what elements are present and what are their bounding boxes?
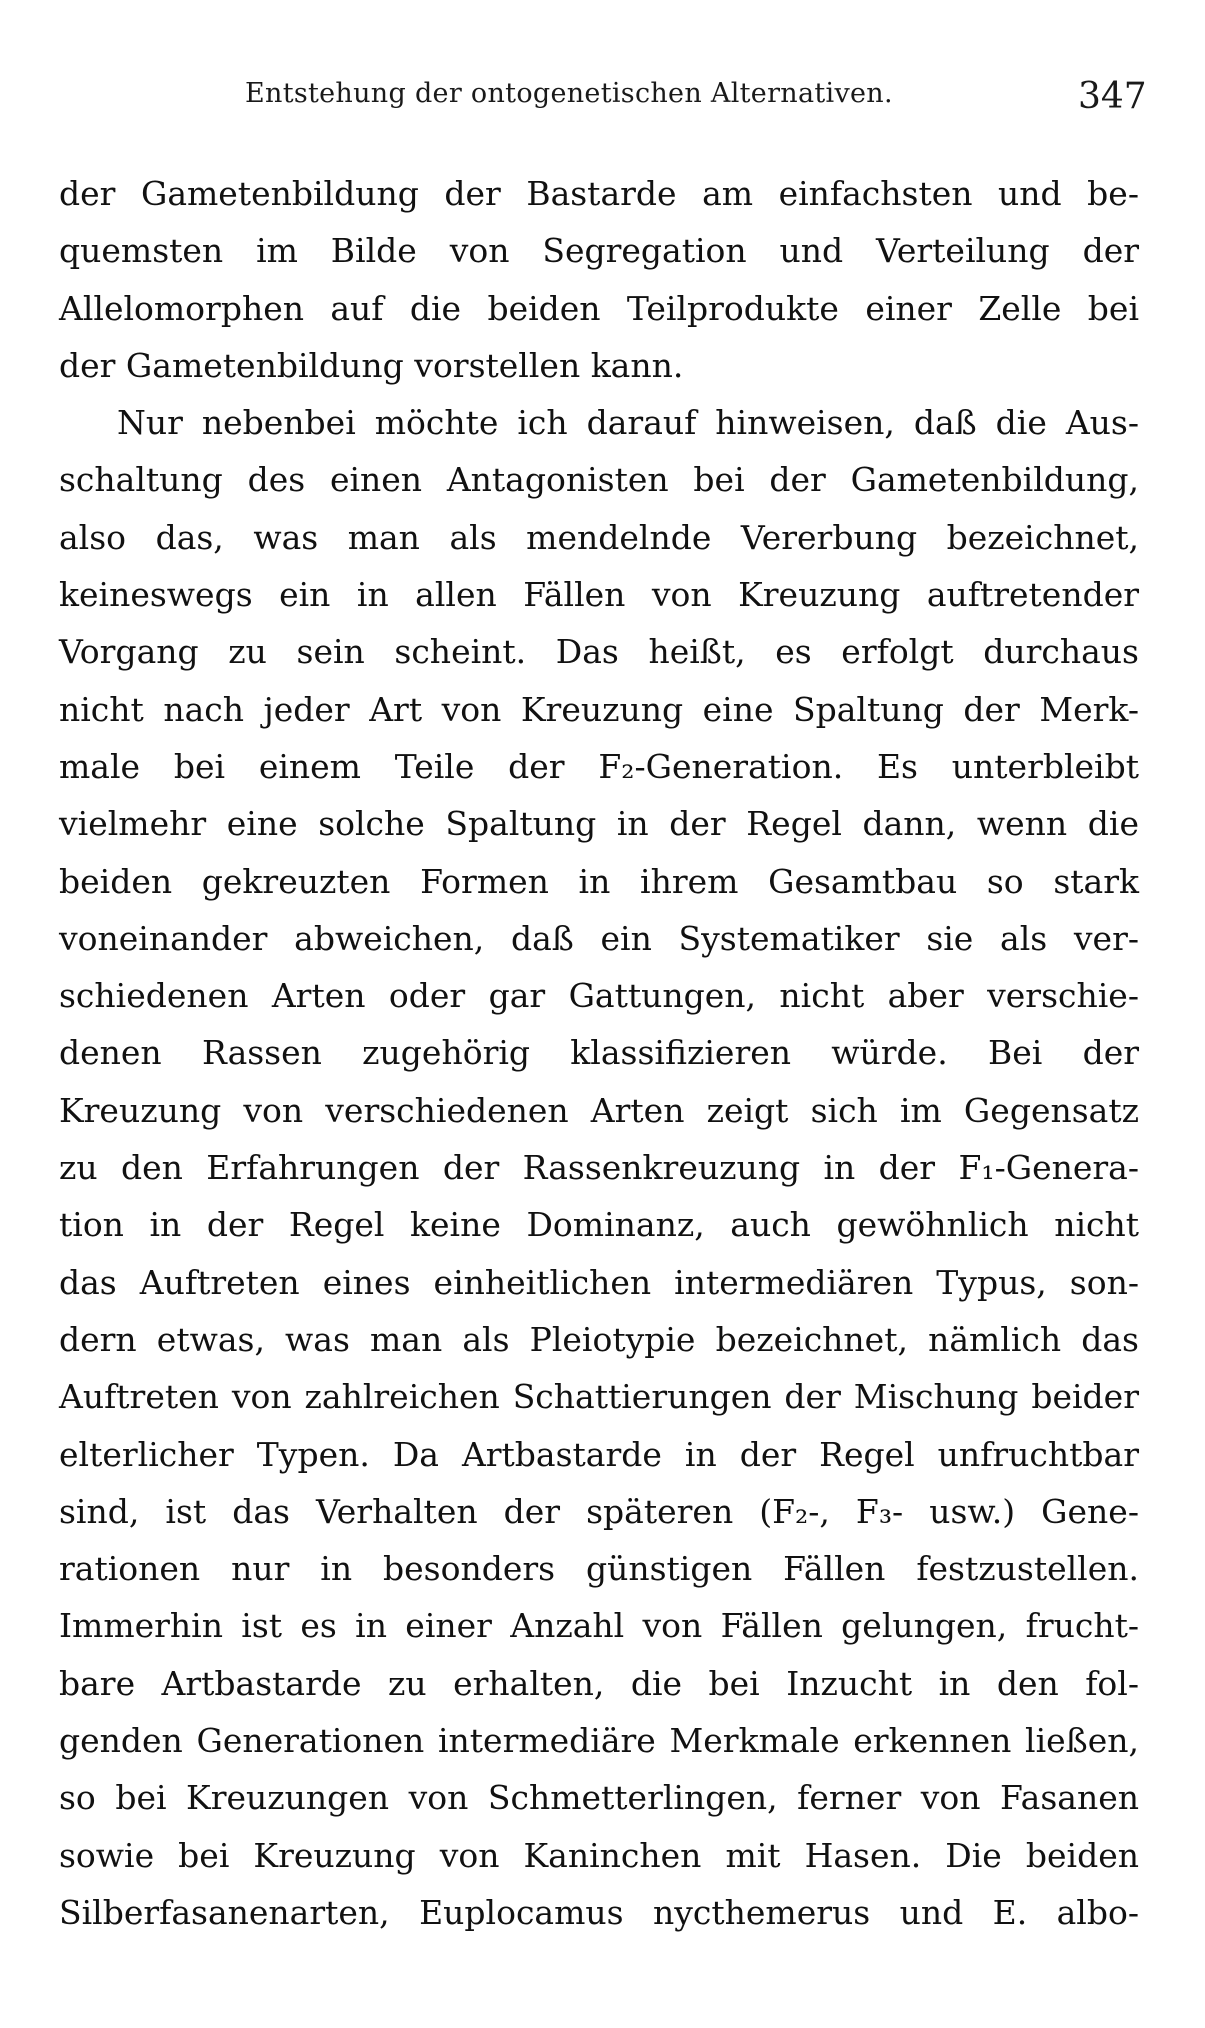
text-line: sind, ist das Verhalten der späteren (F₂-, F₃- usw.) Gene-	[59, 1491, 1139, 1531]
text-line: zu den Erfahrungen der Rassenkreuzung in der F₁-Genera-	[59, 1148, 1139, 1188]
text-line: beiden gekreuzten Formen in ihrem Gesamtbau so stark	[59, 861, 1139, 901]
text-line: Auftreten von zahlreichen Schattierungen der Mischung beider	[59, 1377, 1139, 1417]
text-line: dern etwas, was man als Pleiotypie bezeichnet, nämlich das	[59, 1319, 1139, 1359]
text-line: der Gametenbildung der Bastarde am einfachsten und be-	[59, 174, 1139, 213]
text-line: schaltung des einen Antagonisten bei der Gametenbildung,	[59, 460, 1139, 500]
text-line: male bei einem Teile der F₂-Generation. Es unterbleibt	[59, 746, 1139, 786]
text-line: schiedenen Arten oder gar Gattungen, nicht aber verschie-	[59, 976, 1139, 1016]
text-line: quemsten im Bilde von Segregation und Verteilung der	[59, 231, 1139, 271]
text-line: rationen nur in besonders günstigen Fällen festzustellen.	[59, 1549, 1139, 1589]
text-line: bare Artbastarde zu erhalten, die bei Inzucht in den fol-	[59, 1663, 1139, 1703]
text-line: Nur nebenbei möchte ich darauf hinweisen, daß die Aus-	[117, 403, 1139, 443]
text-line: Vorgang zu sein scheint. Das heißt, es erfolgt durchaus	[59, 632, 1139, 672]
text-line: nicht nach jeder Art von Kreuzung eine Spaltung der Merk-	[59, 689, 1139, 729]
text-line: vielmehr eine solche Spaltung in der Regel dann, wenn die	[59, 804, 1139, 844]
text-line: voneinander abweichen, daß ein Systematiker sie als ver-	[59, 918, 1139, 958]
text-line: so bei Kreuzungen von Schmetterlingen, ferner von Fasanen	[59, 1778, 1139, 1818]
text-line: genden Generationen intermediäre Merkmale erkennen ließen,	[59, 1721, 1139, 1761]
page-number: 347	[1078, 76, 1147, 117]
text-line: Kreuzung von verschiedenen Arten zeigt sich im Gegensatz	[59, 1090, 1139, 1130]
text-line: der Gametenbildung vorstellen kann.	[59, 345, 684, 385]
text-line: denen Rassen zugehörig klassifizieren würde. Bei der	[59, 1033, 1139, 1073]
text-line: tion in der Regel keine Dominanz, auch gewöhnlich nicht	[59, 1205, 1139, 1245]
text-line: das Auftreten eines einheitlichen intermediären Typus, son-	[59, 1262, 1139, 1302]
body-text	[59, 165, 1139, 1941]
text-line: Allelomorphen auf die beiden Teilprodukte einer Zelle bei	[59, 288, 1139, 328]
text-line: elterlicher Typen. Da Artbastarde in der Regel unfruchtbar	[59, 1434, 1139, 1474]
text-line: Immerhin ist es in einer Anzahl von Fällen gelungen, frucht-	[59, 1606, 1139, 1646]
running-title: Entstehung der ontogenetischen Alternativen.	[245, 78, 893, 109]
text-line: Silberfasanenarten, Euplocamus nycthemerus und E. albo-	[59, 1892, 1139, 1932]
text-line: sowie bei Kreuzung von Kaninchen mit Hasen. Die beiden	[59, 1835, 1139, 1875]
text-line: also das, was man als mendelnde Vererbung bezeichnet,	[59, 517, 1139, 557]
text-line: keineswegs ein in allen Fällen von Kreuzung auftretender	[59, 575, 1139, 615]
